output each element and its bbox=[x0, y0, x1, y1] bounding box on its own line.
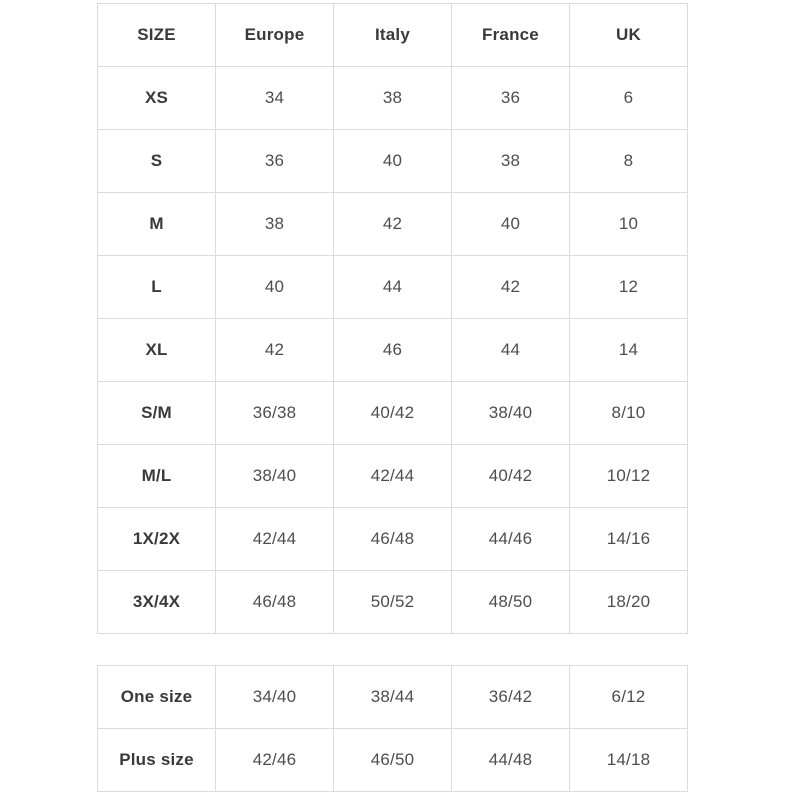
table-row-s-m bbox=[98, 382, 688, 445]
table-cell: 42 bbox=[216, 319, 334, 382]
row-label: 3X/4X bbox=[98, 571, 216, 634]
row-label: S/M bbox=[98, 382, 216, 445]
row-label: S bbox=[98, 130, 216, 193]
table-header bbox=[98, 4, 688, 67]
table-cell: 40/42 bbox=[452, 445, 570, 508]
table-cell: 40 bbox=[216, 256, 334, 319]
table-cell: 10/12 bbox=[570, 445, 688, 508]
table-cell: 6 bbox=[570, 67, 688, 130]
table-cell: 6/12 bbox=[570, 666, 688, 729]
table-row-3x-4x bbox=[98, 571, 688, 634]
table-body bbox=[98, 67, 688, 634]
table-cell: 40 bbox=[334, 130, 452, 193]
table-row-s bbox=[98, 130, 688, 193]
table-cell: 46/50 bbox=[334, 729, 452, 792]
column-header-uk: UK bbox=[570, 4, 688, 67]
table-row-m-l bbox=[98, 445, 688, 508]
table-cell: 34/40 bbox=[216, 666, 334, 729]
row-label: XS bbox=[98, 67, 216, 130]
table-cell: 38/40 bbox=[216, 445, 334, 508]
table-row-xs bbox=[98, 67, 688, 130]
table-cell: 42/44 bbox=[216, 508, 334, 571]
table-cell: 36/38 bbox=[216, 382, 334, 445]
row-label: XL bbox=[98, 319, 216, 382]
table-row-one-size bbox=[98, 666, 688, 729]
table-cell: 46/48 bbox=[334, 508, 452, 571]
size-chart-page bbox=[97, 3, 688, 792]
column-header-france: France bbox=[452, 4, 570, 67]
table-cell: 44 bbox=[452, 319, 570, 382]
table-cell: 44/46 bbox=[452, 508, 570, 571]
table-cell: 38 bbox=[216, 193, 334, 256]
table-cell: 44/48 bbox=[452, 729, 570, 792]
table-cell: 40/42 bbox=[334, 382, 452, 445]
table-cell: 12 bbox=[570, 256, 688, 319]
table-cell: 40 bbox=[452, 193, 570, 256]
table-cell: 46 bbox=[334, 319, 452, 382]
row-label: 1X/2X bbox=[98, 508, 216, 571]
table-cell: 8/10 bbox=[570, 382, 688, 445]
column-header-size: SIZE bbox=[98, 4, 216, 67]
table-row-m bbox=[98, 193, 688, 256]
column-header-europe: Europe bbox=[216, 4, 334, 67]
size-conversion-table-special bbox=[97, 665, 688, 792]
table-cell: 36 bbox=[216, 130, 334, 193]
table-cell: 38/40 bbox=[452, 382, 570, 445]
table-cell: 42 bbox=[334, 193, 452, 256]
table-cell: 38 bbox=[334, 67, 452, 130]
table-cell: 42/44 bbox=[334, 445, 452, 508]
table-cell: 44 bbox=[334, 256, 452, 319]
table-cell: 14/18 bbox=[570, 729, 688, 792]
table-cell: 36/42 bbox=[452, 666, 570, 729]
table-cell: 14 bbox=[570, 319, 688, 382]
table-row-l bbox=[98, 256, 688, 319]
row-label: One size bbox=[98, 666, 216, 729]
column-header-italy: Italy bbox=[334, 4, 452, 67]
table-cell: 48/50 bbox=[452, 571, 570, 634]
size-conversion-table-main bbox=[97, 3, 688, 634]
table-cell: 10 bbox=[570, 193, 688, 256]
table-cell: 46/48 bbox=[216, 571, 334, 634]
table-row-plus-size bbox=[98, 729, 688, 792]
header-row bbox=[98, 4, 688, 67]
table-body bbox=[98, 666, 688, 792]
table-cell: 42 bbox=[452, 256, 570, 319]
table-cell: 18/20 bbox=[570, 571, 688, 634]
row-label: M bbox=[98, 193, 216, 256]
row-label: L bbox=[98, 256, 216, 319]
table-cell: 38/44 bbox=[334, 666, 452, 729]
row-label: Plus size bbox=[98, 729, 216, 792]
table-cell: 42/46 bbox=[216, 729, 334, 792]
table-cell: 34 bbox=[216, 67, 334, 130]
row-label: M/L bbox=[98, 445, 216, 508]
table-row-xl bbox=[98, 319, 688, 382]
table-row-1x-2x bbox=[98, 508, 688, 571]
table-cell: 36 bbox=[452, 67, 570, 130]
table-cell: 50/52 bbox=[334, 571, 452, 634]
table-cell: 38 bbox=[452, 130, 570, 193]
table-cell: 8 bbox=[570, 130, 688, 193]
table-cell: 14/16 bbox=[570, 508, 688, 571]
